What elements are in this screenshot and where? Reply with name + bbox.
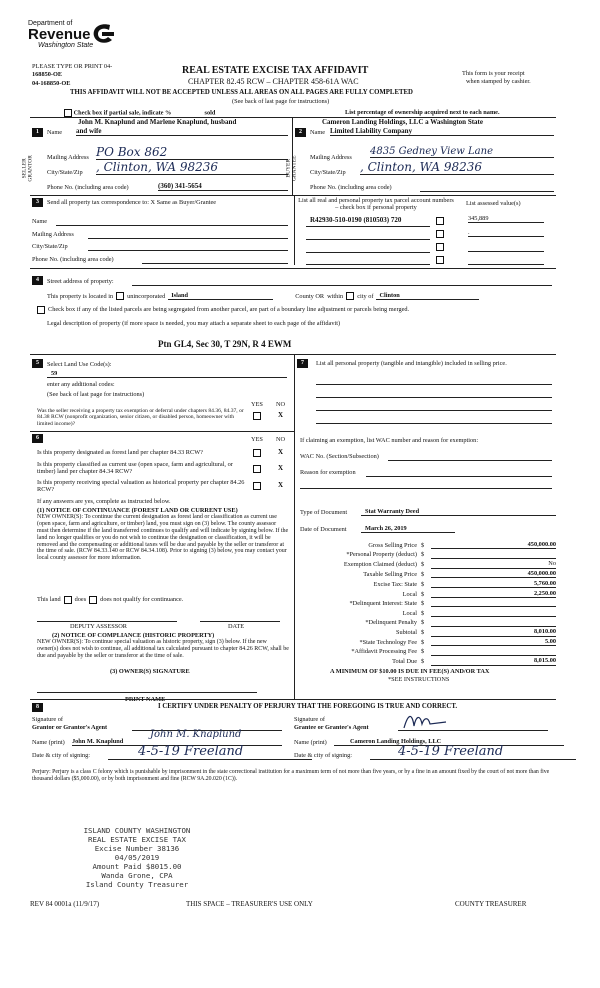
doc-type-value: Stat Warranty Deed — [361, 508, 556, 516]
within-label: within — [327, 292, 344, 300]
personal-property-line-3[interactable] — [316, 404, 552, 411]
segregated-label: Check box if any of the listed parcels are being segregated from another parcel, are part of a boundary line adjustment or parcels being merged. — [48, 306, 410, 314]
stamp-line-6: Wanda Grone, CPA — [101, 871, 173, 880]
dept-line3: Washington State — [38, 42, 94, 50]
treasurer-stamp — [72, 826, 202, 889]
s3-mail-label: Mailing Address — [32, 231, 74, 238]
seller-side-label: SELLER GRANTOR — [21, 155, 34, 182]
grantee-name-label: Name (print) — [294, 739, 327, 746]
city-checkbox[interactable] — [346, 292, 354, 300]
receipt-note-1: This form is your receipt — [462, 70, 525, 77]
certify-statement: I CERTIFY UNDER PENALTY OF PERJURY THAT THE FOREGOING IS TRUE AND CORRECT. — [158, 703, 458, 710]
seller-name-label: Name — [47, 129, 63, 136]
deputy-label: DEPUTY ASSESSOR — [70, 623, 127, 630]
tax-value[interactable] — [431, 609, 556, 617]
buyer-mail-value[interactable]: 4835 Gedney View Lane — [370, 146, 554, 158]
seller-name-line1: John M. Knaplund and Marlene Knaplund, husband — [78, 118, 237, 126]
forest-yes-checkbox[interactable] — [253, 449, 261, 457]
unincorporated-label: unincorporated — [127, 292, 166, 300]
buyer-city-value[interactable]: , Clinton, WA 98236 — [360, 160, 554, 175]
grantee-date-value[interactable]: 4-5-19 Freeland — [370, 744, 576, 760]
any-yes-note: If any answers are yes, complete as instructed below. — [37, 498, 171, 505]
s3-name-field[interactable] — [56, 217, 288, 226]
revenue-swirl-icon — [90, 22, 116, 46]
forest-question: Is this property designated as forest land per chapter 84.33 RCW? — [37, 449, 203, 456]
parcel-checkbox-1[interactable] — [436, 217, 444, 225]
stamp-line-3: Excise Number 38136 — [94, 844, 180, 853]
tax-row — [300, 560, 556, 568]
tax-currency: $ — [421, 561, 425, 569]
personal-property-line-4[interactable] — [316, 417, 552, 424]
tax-row — [300, 570, 556, 578]
seller-city-value[interactable]: , Clinton, WA 98236 — [96, 160, 288, 175]
does-not-label: does not qualify for continuance. — [100, 596, 184, 604]
owner-signature-line[interactable] — [37, 688, 257, 693]
print-name-label: PRINT NAME — [125, 696, 166, 703]
tax-currency: $ — [421, 599, 425, 607]
buyer-mail-label: Mailing Address — [310, 154, 352, 161]
tax-row — [300, 551, 556, 559]
buyer-name-line1: Cameron Landing Holdings, LLC a Washington State — [322, 118, 483, 126]
seller-name-line2: and wife — [76, 127, 288, 136]
s3-city-field[interactable] — [88, 242, 288, 251]
tax-row — [300, 599, 556, 607]
minimum-note: A MINIMUM OF $10.00 IS DUE IN FEE(S) AND/OR TAX — [330, 668, 490, 675]
county-label: County OR — [295, 292, 325, 300]
tax-row — [300, 638, 556, 646]
section4-number: 4 — [32, 276, 43, 285]
tax-row — [300, 657, 556, 665]
county-value[interactable]: Island — [168, 292, 273, 300]
parcels-header: List all real and personal property tax parcel account numbers – check box if personal property — [298, 197, 454, 212]
exemption-question: Was the seller receiving a property tax exemption or deferral under chapters 84.36, 84.37, or 84.38 RCW (nonprofit organization, senior citizen, or disabled person, homeowner with limited income)? — [37, 408, 244, 427]
additional-codes: enter any additional codes: — [47, 381, 115, 388]
form-title: REAL ESTATE EXCISE TAX AFFIDAVIT — [182, 65, 369, 76]
tax-label: Local — [402, 590, 417, 598]
forest-answer[interactable]: X — [278, 448, 284, 456]
parcel-checkbox-4[interactable] — [436, 256, 444, 264]
warning: THIS AFFIDAVIT WILL NOT BE ACCEPTED UNLESS ALL AREAS ON ALL PAGES ARE FULLY COMPLETED — [70, 89, 413, 96]
see-instructions: *SEE INSTRUCTIONS — [388, 676, 450, 683]
seller-phone-value[interactable]: (360) 341-5654 — [158, 182, 288, 191]
form-code-2: 04-168850-OE — [32, 80, 71, 87]
buyer-side-label: BUYER GRANTEE — [285, 155, 298, 182]
s3-phone-label: Phone No. (including area code) — [32, 256, 114, 263]
partial-sale — [64, 109, 215, 117]
grantor-sig-label-1: Signature of — [32, 716, 63, 723]
doc-date-label: Date of Document — [300, 526, 347, 533]
continuance-line — [37, 596, 183, 604]
section6-number: 6 — [32, 434, 43, 443]
tax-currency: $ — [421, 590, 425, 598]
section7-number: 7 — [297, 359, 308, 368]
partial-sale-sold: sold — [204, 109, 216, 117]
partial-sale-label: Check box if partial sale, indicate % — [73, 109, 172, 117]
form-code-1: 168850-OE — [32, 71, 63, 78]
parcel-number: R42930-510-0190 (810503) 720 — [310, 216, 402, 224]
revenue-logo — [28, 20, 138, 50]
grantor-date-value[interactable]: 4-5-19 Freeland — [108, 744, 312, 760]
personal-property-line-1[interactable] — [316, 378, 552, 385]
notice1-text: NEW OWNER(S): To continue the current designation as forest land or classification as current use (open space, farm and agriculture, or timber) land, you must sign on (3) below. The county assessor must then determine if the land transferred continues to qualify and will indicate by signing below. If the land no longer qualifies or you do not wish to continue the designation or classification, it will be removed and the compensating or additional taxes will be due and payable by the seller or transferor at the time of sale. (RCW 84.33.140 or RCW 84.34.108). Prior to signing (3) below, you may contact your local county assessor for more information. — [37, 514, 289, 562]
s5-yes: YES — [251, 401, 263, 408]
section5-number: 5 — [32, 359, 43, 368]
personal-property-label: List all personal property (tangible and intangible) included in selling price. — [316, 360, 507, 367]
tax-label: *State Technology Fee — [359, 639, 417, 646]
grantor-handwritten-name: John M. Knaplund — [150, 729, 242, 740]
tax-value[interactable]: 450,000.00 — [431, 541, 556, 549]
legal-label: Legal description of property (if more space is needed, you may attach a separate sheet to each page of the affidavit) — [47, 320, 341, 327]
wac-label: WAC No. (Section/Subsection) — [300, 453, 379, 460]
tax-value[interactable]: 2,250.00 — [431, 590, 556, 598]
treasurer-space: THIS SPACE – TREASURER'S USE ONLY — [186, 900, 313, 908]
located-label: This property is located in — [47, 292, 114, 300]
rev-code: REV 84 0001a (11/9/17) — [30, 900, 100, 908]
tax-label: *Delinquent Penalty — [365, 619, 417, 627]
assessed-header: List assessed value(s) — [466, 200, 521, 207]
receipt-note-2: when stamped by cashier. — [466, 78, 531, 85]
notice1-title: (1) NOTICE OF CONTINUANCE (FOREST LAND OR CURRENT USE) — [37, 507, 238, 514]
tax-value[interactable] — [431, 619, 556, 627]
assessed-value: 345,889 — [468, 215, 544, 223]
tax-label: *Affidavit Processing Fee — [351, 648, 417, 656]
tax-label: Subtotal — [396, 629, 417, 637]
tax-value[interactable] — [431, 551, 556, 559]
buyer-phone-label: Phone No. (including area code) — [310, 184, 392, 191]
tax-value[interactable]: 8,015.00 — [431, 657, 556, 665]
deputy-date-label: DATE — [228, 623, 245, 630]
wac-field[interactable] — [388, 452, 552, 461]
tax-currency: $ — [421, 571, 425, 579]
buyer-section-number: 2 — [295, 128, 306, 137]
grantee-name-value: Cameron Landing Holdings, LLC — [334, 738, 564, 746]
buyer-name-line2: Limited Liability Company — [330, 127, 554, 136]
located-line — [47, 292, 479, 300]
tax-value[interactable] — [431, 599, 556, 607]
seller-section-number: 1 — [32, 128, 43, 137]
ownership-note: List percentage of ownership acquired next to each name. — [345, 109, 500, 116]
tax-value[interactable]: 5,760.00 — [431, 580, 556, 588]
current-use-yes-checkbox[interactable] — [253, 465, 261, 473]
grantee-signature-line[interactable] — [398, 722, 548, 731]
exemption-claim-label: If claiming an exemption, list WAC number and reason for exemption: — [300, 437, 479, 444]
reason-field-2[interactable] — [300, 482, 552, 489]
grantee-sig-label-2: Grantee or Grantee's Agent — [294, 724, 369, 731]
notice2-text: NEW OWNER(S): To continue special valuation as historic property, sign (3) below. If the new owner(s) does not wish to continue, all additional tax calculated pursuant to chapter 84.26 RCW, shall be due and payable by the seller or transferor at the time of sale. — [37, 639, 289, 659]
notice2-title: (2) NOTICE OF COMPLIANCE (HISTORIC PROPERTY) — [52, 632, 215, 639]
does-not-checkbox[interactable] — [89, 596, 97, 604]
s3-name-label: Name — [32, 218, 48, 225]
tax-label: Total Due — [392, 658, 417, 666]
deputy-signature-line[interactable] — [37, 617, 177, 622]
see-back: (See back of last page for instructions) — [232, 98, 330, 105]
tax-row — [300, 648, 556, 656]
stamp-line-5: Amount Paid $8015.00 — [92, 862, 182, 871]
section3-label: Send all property tax correspondence to: X Same as Buyer/Grantee — [47, 199, 217, 206]
current-use-question: Is this property classified as current use (open space, farm and agricultural, or timber) land per chapter 84.34 RCW? — [37, 461, 233, 476]
tax-currency: $ — [421, 580, 425, 588]
street-label: Street address of property: — [47, 278, 114, 285]
land-use-code: 59 — [47, 370, 287, 378]
does-label: does — [74, 596, 87, 604]
tax-label: Excise Tax: State — [373, 580, 417, 588]
grantee-date-label: Date & city of signing: — [294, 752, 353, 759]
exemption-answer[interactable]: X — [278, 411, 284, 419]
s6-yes: YES — [251, 436, 263, 443]
land-use-see-back: (See back of last page for instructions) — [47, 391, 145, 398]
section3-number: 3 — [32, 198, 43, 207]
tax-value[interactable]: 8,010.00 — [431, 628, 556, 636]
buyer-phone-value[interactable] — [420, 182, 554, 192]
parcel-checkbox-2[interactable] — [436, 230, 444, 238]
tax-row — [300, 590, 556, 598]
tax-currency: $ — [421, 639, 425, 646]
dept-line1: Department of — [28, 20, 73, 27]
tax-currency: $ — [421, 648, 425, 656]
historic-question: Is this property receiving special valuation as historical property per chapter 84.26 RCW? — [37, 479, 245, 494]
s6-no: NO — [276, 436, 286, 443]
seller-mail-value[interactable]: PO Box 862 — [96, 145, 288, 160]
please-type: PLEASE TYPE OR PRINT 04- — [32, 63, 113, 70]
personal-property-line-2[interactable] — [316, 391, 552, 398]
s3-mail-field[interactable] — [88, 230, 288, 239]
tax-currency: $ — [421, 609, 425, 617]
historic-yes-checkbox[interactable] — [253, 482, 261, 490]
grantor-date-label: Date & city of signing: — [32, 752, 91, 759]
seller-city-label: City/State/Zip — [47, 169, 83, 176]
tax-row — [300, 580, 556, 588]
tax-value[interactable]: 450,000.00 — [431, 570, 556, 578]
tax-row — [300, 619, 556, 627]
this-land-label: This land — [37, 596, 61, 604]
tax-value[interactable] — [431, 648, 556, 656]
owner-signature-label: (3) OWNER(S) SIGNATURE — [110, 668, 190, 675]
reason-field[interactable] — [366, 468, 552, 477]
exemption-yes-checkbox[interactable] — [253, 412, 261, 420]
tax-row — [300, 628, 556, 636]
street-field[interactable] — [132, 277, 552, 286]
tax-label: Gross Selling Price — [368, 542, 417, 549]
dept-line2: Revenue — [28, 26, 91, 44]
tax-label: *Delinquent Interest: State — [349, 599, 417, 607]
tax-value[interactable]: 5.00 — [431, 638, 556, 646]
grantor-sig-label-2: Grantor or Grantor's Agent — [32, 724, 108, 731]
tax-currency: $ — [421, 629, 425, 637]
stamp-line-7: Island County Treasurer — [85, 880, 189, 889]
seller-mail-label: Mailing Address — [47, 154, 89, 161]
current-use-answer[interactable]: X — [278, 464, 284, 472]
reason-label: Reason for exemption — [300, 469, 356, 476]
tax-label: Taxable Selling Price — [363, 571, 417, 579]
buyer-city-label: City/State/Zip — [310, 169, 346, 176]
grantee-sig-label-1: Signature of — [294, 716, 325, 723]
grantor-name-label: Name (print) — [32, 739, 65, 746]
city-value[interactable]: Clinton — [376, 292, 479, 300]
city-of-label: city of — [357, 292, 374, 300]
tax-currency: $ — [421, 551, 425, 559]
land-use-label: Select Land Use Code(s): — [47, 361, 112, 368]
s3-city-label: City/State/Zip — [32, 243, 68, 250]
assessed-value-2: . — [468, 229, 544, 237]
s3-phone-field[interactable] — [142, 255, 288, 264]
doc-date-value: March 26, 2019 — [361, 525, 455, 533]
stamp-line-1: ISLAND COUNTY WASHINGTON — [83, 826, 191, 835]
stamp-line-4: 04/05/2019 — [114, 853, 160, 862]
segregated-checkbox[interactable] — [37, 306, 45, 314]
buyer-name-label: Name — [310, 129, 326, 136]
historic-answer[interactable]: X — [278, 481, 284, 489]
tax-value[interactable]: No — [431, 560, 556, 568]
segregated-line — [37, 306, 409, 314]
doc-type-label: Type of Document — [300, 509, 348, 516]
section8-number: 8 — [32, 703, 43, 712]
parcel-checkbox-3[interactable] — [436, 243, 444, 251]
tax-row — [300, 541, 556, 549]
tax-currency: $ — [421, 658, 425, 666]
legal-description: Ptn GL4, Sec 30, T 29N, R 4 EWM — [158, 339, 292, 349]
unincorporated-checkbox[interactable] — [116, 292, 124, 300]
tax-label: Exemption Claimed (deduct) — [343, 561, 417, 569]
county-treasurer: COUNTY TREASURER — [455, 900, 527, 908]
tax-currency: $ — [421, 619, 425, 627]
perjury-note: Perjury: Perjury is a class C felony which is punishable by imprisonment in the state correctional institution for a maximum term of not more than five years, or by a fine in an amount fixed by the court of not more than five thousand dollars ($5,000.00), or by both imprisonment and fine (RCW 9A.20.020 (1C)). — [32, 769, 550, 782]
tax-label: *Personal Property (deduct) — [346, 551, 417, 559]
partial-sale-checkbox[interactable] — [64, 109, 72, 117]
s5-no: NO — [276, 401, 286, 408]
tax-label: Local — [402, 609, 417, 617]
tax-row — [300, 609, 556, 617]
deputy-date-line[interactable] — [200, 617, 280, 622]
tax-currency: $ — [421, 542, 425, 549]
grantor-name-value: John M. Knaplund — [72, 738, 282, 746]
stamp-line-2: REAL ESTATE EXCISE TAX — [88, 835, 186, 844]
form-chapters: CHAPTER 82.45 RCW – CHAPTER 458-61A WAC — [188, 77, 359, 86]
seller-phone-label: Phone No. (including area code) — [47, 184, 129, 191]
does-checkbox[interactable] — [64, 596, 72, 604]
